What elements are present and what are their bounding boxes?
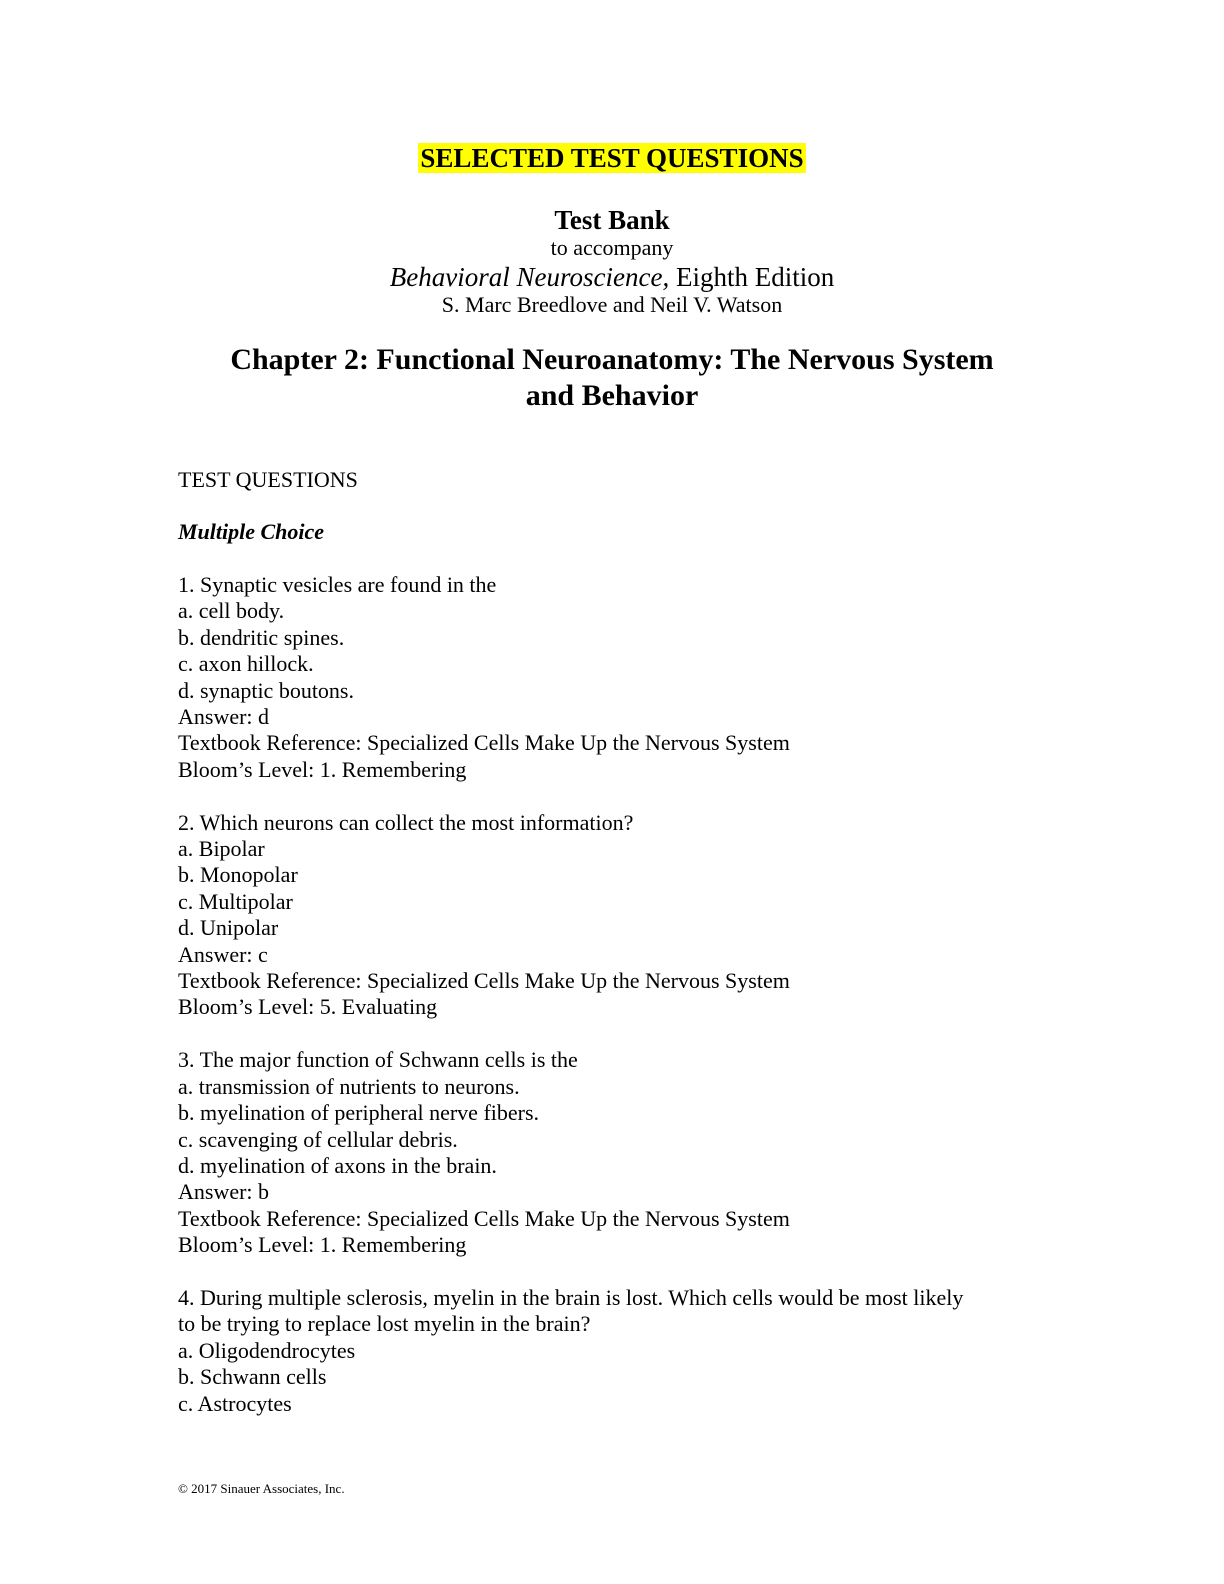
answer-option: b. dendritic spines. [178, 624, 345, 650]
answer-key: Answer: b [178, 1179, 270, 1205]
answer-option: c. axon hillock. [178, 651, 314, 677]
subsection-heading: Multiple Choice [178, 519, 325, 544]
answer-key: Answer: d [178, 704, 270, 730]
book-title-line [0, 261, 1224, 293]
blooms-level: Bloom’s Level: 1. Remembering [178, 756, 467, 782]
question-block [178, 810, 1078, 1021]
authors-line: S. Marc Breedlove and Neil V. Watson [441, 292, 783, 317]
accompany-text: to accompany [550, 235, 674, 260]
answer-option: b. myelination of peripheral nerve fibers. [178, 1100, 540, 1126]
copyright-footer: © 2017 Sinauer Associates, Inc. [178, 1481, 345, 1496]
answer-option: d. synaptic boutons. [178, 677, 354, 703]
answer-option: c. Astrocytes [178, 1390, 292, 1416]
question-stem: 2. Which neurons can collect the most information? [178, 809, 634, 835]
question-stem: 3. The major function of Schwann cells is the [178, 1047, 578, 1073]
textbook-reference: Textbook Reference: Specialized Cells Make Up the Nervous System [178, 730, 790, 756]
textbook-reference: Textbook Reference: Specialized Cells Make Up the Nervous System [178, 968, 790, 994]
answer-option: a. transmission of nutrients to neurons. [178, 1073, 520, 1099]
answer-option: a. cell body. [178, 598, 285, 624]
highlighted-title-text: SELECTED TEST QUESTIONS [420, 143, 804, 173]
answer-option: b. Schwann cells [178, 1364, 327, 1390]
answer-option: a. Oligodendrocytes [178, 1337, 356, 1363]
question-stem: to be trying to replace lost myelin in the brain? [178, 1311, 591, 1337]
answer-option: c. Multipolar [178, 888, 293, 914]
test-bank-heading: Test Bank [554, 205, 670, 235]
question-stem: 1. Synaptic vesicles are found in the [178, 572, 497, 597]
question-stem: 4. During multiple sclerosis, myelin in the brain is lost. Which cells would be most likely [178, 1284, 964, 1310]
answer-option: c. scavenging of cellular debris. [178, 1126, 458, 1152]
question-list [178, 572, 1078, 1443]
book-title: Behavioral Neuroscience, [389, 262, 670, 292]
chapter-title-line-1: Chapter 2: Functional Neuroanatomy: The Nervous System [230, 343, 994, 376]
selected-test-questions-title [0, 142, 1224, 174]
answer-option: a. Bipolar [178, 836, 265, 862]
chapter-title [0, 342, 1224, 414]
blooms-level: Bloom’s Level: 1. Remembering [178, 1232, 467, 1258]
textbook-reference: Textbook Reference: Specialized Cells Make Up the Nervous System [178, 1205, 790, 1231]
question-block [178, 572, 1078, 783]
answer-option: d. myelination of axons in the brain. [178, 1152, 497, 1178]
question-block [178, 1047, 1078, 1258]
answer-key: Answer: c [178, 941, 268, 967]
chapter-title-line-2: and Behavior [525, 379, 699, 412]
section-heading: TEST QUESTIONS [178, 467, 358, 492]
book-edition: Eighth Edition [669, 262, 835, 292]
answer-option: b. Monopolar [178, 862, 298, 888]
question-block [178, 1285, 1078, 1417]
answer-option: d. Unipolar [178, 915, 279, 941]
blooms-level: Bloom’s Level: 5. Evaluating [178, 994, 438, 1020]
